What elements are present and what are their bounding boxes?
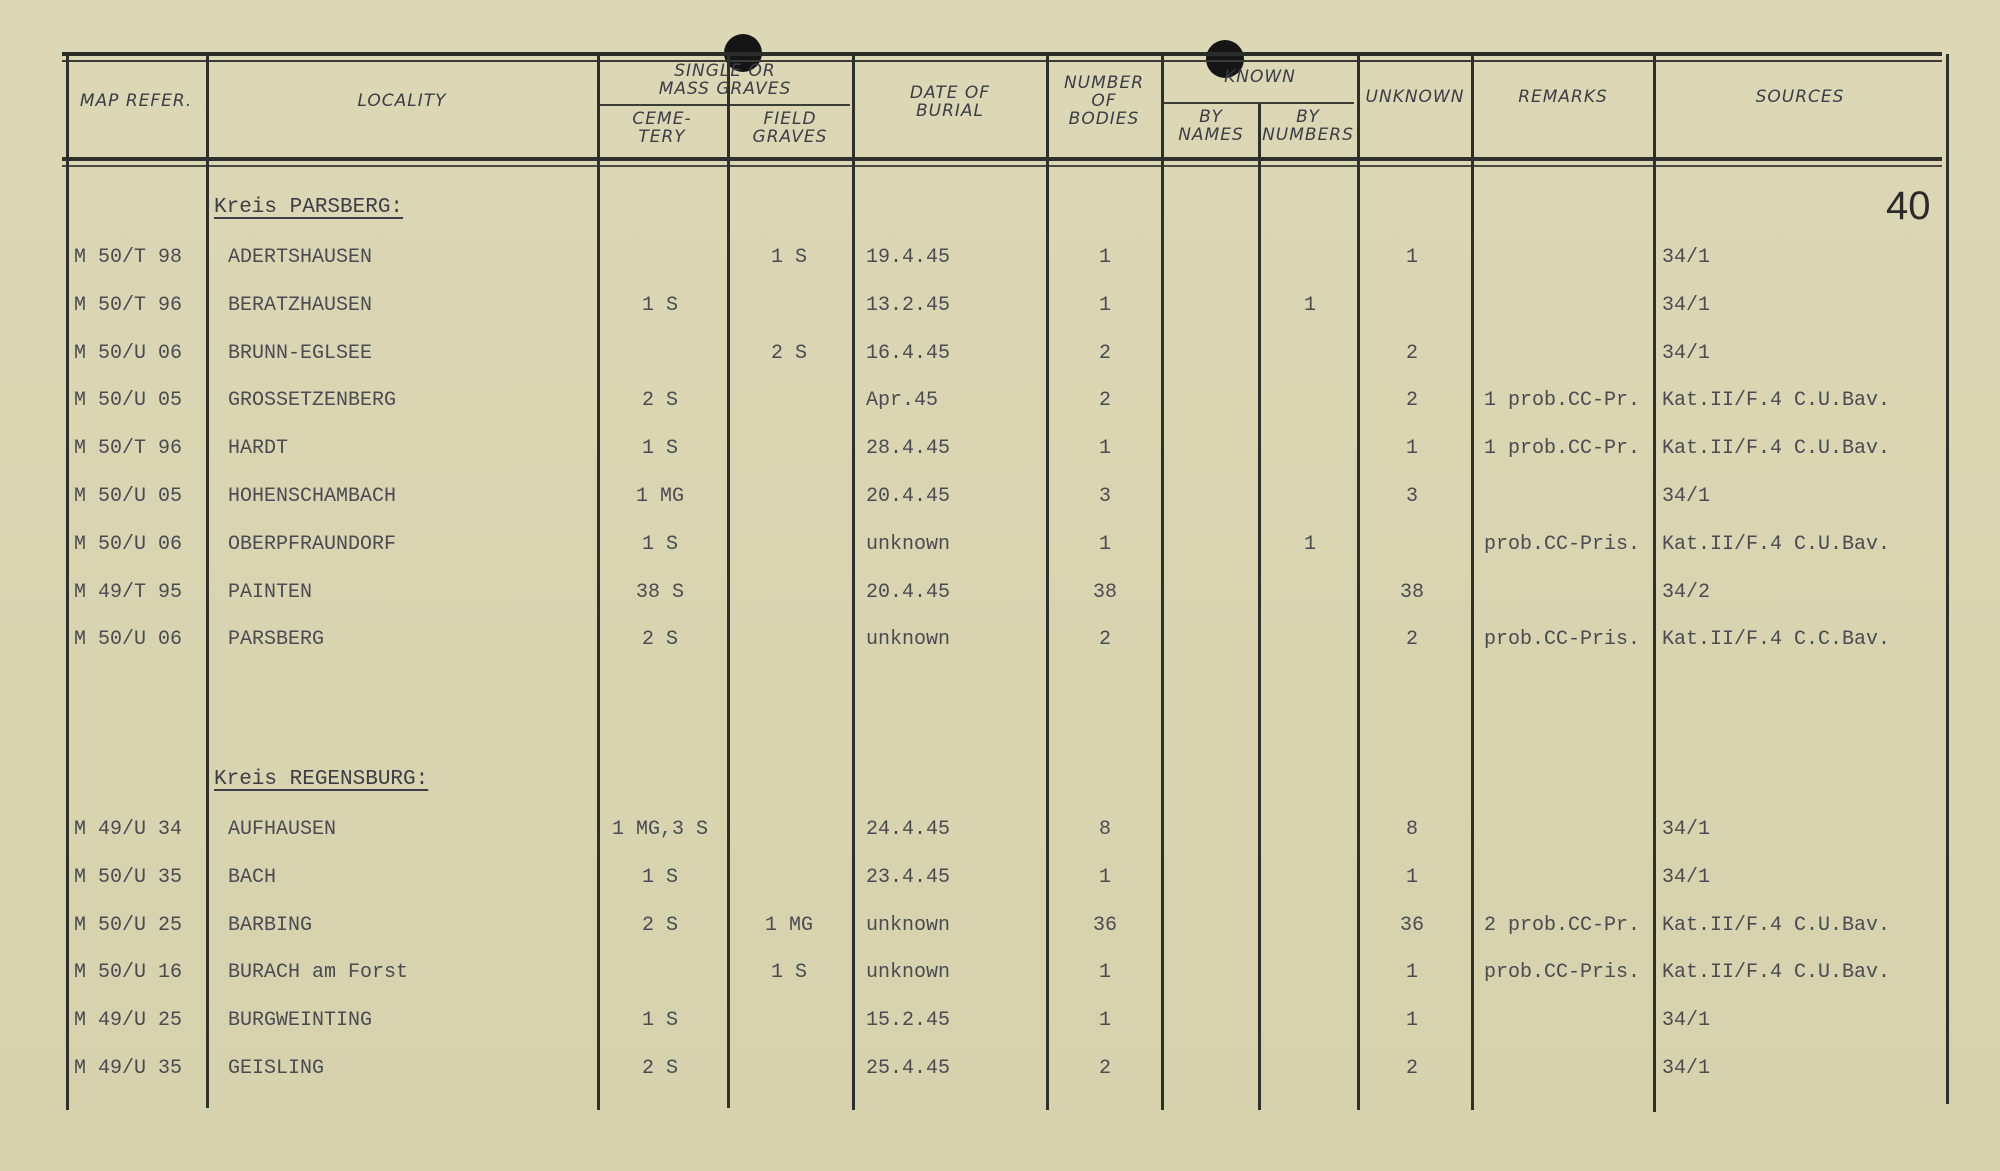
unknown-count-cell: 1 (1405, 437, 1418, 460)
date-of-burial-cell: unknown (866, 628, 951, 651)
remarks-cell: prob.CC-Pris. (1484, 961, 1641, 984)
locality-cell: AUFHAUSEN (228, 818, 337, 841)
map-reference-cell: M 49/U 34 (74, 818, 183, 841)
number-of-bodies-cell: 2 (1098, 1057, 1111, 1080)
table-row (0, 578, 2000, 608)
cemetery-graves-cell: 1 S (641, 533, 678, 556)
date-of-burial-cell: 23.4.45 (866, 866, 951, 889)
date-of-burial-cell: 15.2.45 (866, 1009, 951, 1032)
date-of-burial-cell: unknown (866, 533, 951, 556)
number-of-bodies-cell: 1 (1098, 961, 1111, 984)
table-row (0, 911, 2000, 941)
table-top-rule (62, 52, 1942, 56)
table-row (0, 625, 2000, 655)
header-remarks: REMARKS (1518, 87, 1608, 107)
header-graves: SINGLE OR MASS GRAVES (658, 61, 792, 99)
field-graves-cell: 2 S (770, 342, 807, 365)
date-of-burial-cell: 24.4.45 (866, 818, 951, 841)
table-row (0, 482, 2000, 512)
unknown-count-cell: 2 (1405, 1057, 1418, 1080)
locality-cell: GEISLING (228, 1057, 325, 1080)
map-reference-cell: M 50/U 05 (74, 485, 183, 508)
number-of-bodies-cell: 2 (1098, 342, 1111, 365)
number-of-bodies-cell: 1 (1098, 294, 1111, 317)
map-reference-cell: M 50/U 06 (74, 342, 183, 365)
unknown-count-cell: 1 (1405, 961, 1418, 984)
date-of-burial-cell: 13.2.45 (866, 294, 951, 317)
number-of-bodies-cell: 2 (1098, 628, 1111, 651)
locality-cell: OBERPFRAUNDORF (228, 533, 397, 556)
unknown-count-cell: 2 (1405, 389, 1418, 412)
number-of-bodies-cell: 8 (1098, 818, 1111, 841)
sources-cell: 34/1 (1662, 246, 1711, 269)
sources-cell: Kat.II/F.4 C.U.Bav. (1662, 961, 1891, 984)
table-row (0, 291, 2000, 321)
header-bottom-rule (62, 157, 1942, 161)
unknown-count-cell: 36 (1399, 914, 1424, 937)
sources-cell: 34/1 (1662, 342, 1711, 365)
locality-cell: BARBING (228, 914, 313, 937)
map-reference-cell: M 50/U 06 (74, 533, 183, 556)
table-row (0, 243, 2000, 273)
sources-cell: Kat.II/F.4 C.U.Bav. (1662, 389, 1891, 412)
header-by-numbers: BY NUMBERS (1262, 107, 1354, 145)
cemetery-graves-cell: 1 MG,3 S (611, 818, 708, 841)
sources-cell: 34/1 (1662, 818, 1711, 841)
table-row (0, 339, 2000, 369)
cemetery-graves-cell: 1 S (641, 437, 678, 460)
table-row (0, 1006, 2000, 1036)
locality-cell: HARDT (228, 437, 289, 460)
unknown-count-cell: 38 (1399, 581, 1424, 604)
map-reference-cell: M 50/U 05 (74, 389, 183, 412)
table-row (0, 386, 2000, 416)
header-locality: LOCALITY (357, 91, 447, 111)
number-of-bodies-cell: 1 (1098, 866, 1111, 889)
field-graves-cell: 1 S (770, 246, 807, 269)
sources-cell: Kat.II/F.4 C.U.Bav. (1662, 914, 1891, 937)
sources-cell: 34/2 (1662, 581, 1711, 604)
number-of-bodies-cell: 2 (1098, 389, 1111, 412)
field-graves-cell: 1 MG (764, 914, 813, 937)
header-known: KNOWN (1224, 67, 1296, 87)
map-reference-cell: M 50/U 25 (74, 914, 183, 937)
table-row (0, 958, 2000, 988)
map-reference-cell: M 50/T 96 (74, 294, 183, 317)
map-reference-cell: M 50/T 98 (74, 246, 183, 269)
cemetery-graves-cell: 1 S (641, 294, 678, 317)
unknown-count-cell: 8 (1405, 818, 1418, 841)
number-of-bodies-cell: 1 (1098, 533, 1111, 556)
date-of-burial-cell: 20.4.45 (866, 485, 951, 508)
date-of-burial-cell: 20.4.45 (866, 581, 951, 604)
sources-cell: Kat.II/F.4 C.C.Bav. (1662, 628, 1891, 651)
cemetery-graves-cell: 2 S (641, 628, 678, 651)
remarks-cell: 2 prob.CC-Pr. (1484, 914, 1641, 937)
locality-cell: PAINTEN (228, 581, 313, 604)
table-top-rule (62, 60, 1942, 62)
header-date-of-burial: DATE OF BURIAL (909, 83, 991, 121)
locality-cell: BERATZHAUSEN (228, 294, 373, 317)
date-of-burial-cell: 25.4.45 (866, 1057, 951, 1080)
cemetery-graves-cell: 1 S (641, 1009, 678, 1032)
cemetery-graves-cell: 2 S (641, 389, 678, 412)
remarks-cell: 1 prob.CC-Pr. (1484, 389, 1641, 412)
remarks-cell: 1 prob.CC-Pr. (1484, 437, 1641, 460)
table-row (0, 1054, 2000, 1084)
header-number-of-bodies: NUMBER OF BODIES (1063, 73, 1145, 129)
table-row (0, 815, 2000, 845)
header-field-graves: FIELD GRAVES (752, 109, 828, 147)
header-by-names: BY NAMES (1178, 107, 1244, 145)
section-title: Kreis REGENSBURG: (214, 768, 429, 791)
cemetery-graves-cell: 2 S (641, 914, 678, 937)
remarks-cell: prob.CC-Pris. (1484, 628, 1641, 651)
locality-cell: BURACH am Forst (228, 961, 409, 984)
map-reference-cell: M 50/T 96 (74, 437, 183, 460)
map-reference-cell: M 49/T 95 (74, 581, 183, 604)
number-of-bodies-cell: 36 (1092, 914, 1117, 937)
header-cemetery: CEME- TERY (632, 109, 692, 147)
date-of-burial-cell: 19.4.45 (866, 246, 951, 269)
sources-cell: 34/1 (1662, 1057, 1711, 1080)
sources-cell: Kat.II/F.4 C.U.Bav. (1662, 533, 1891, 556)
table-row (0, 530, 2000, 560)
sources-cell: 34/1 (1662, 1009, 1711, 1032)
map-reference-cell: M 49/U 25 (74, 1009, 183, 1032)
number-of-bodies-cell: 1 (1098, 437, 1111, 460)
cemetery-graves-cell: 1 S (641, 866, 678, 889)
field-graves-cell: 1 S (770, 961, 807, 984)
sources-cell: Kat.II/F.4 C.U.Bav. (1662, 437, 1891, 460)
locality-cell: ADERTSHAUSEN (228, 246, 373, 269)
table-row (0, 863, 2000, 893)
unknown-count-cell: 1 (1405, 1009, 1418, 1032)
sources-cell: 34/1 (1662, 866, 1711, 889)
map-reference-cell: M 49/U 35 (74, 1057, 183, 1080)
cemetery-graves-cell: 1 MG (635, 485, 684, 508)
cemetery-graves-cell: 38 S (635, 581, 684, 604)
sources-cell: 34/1 (1662, 485, 1711, 508)
date-of-burial-cell: 16.4.45 (866, 342, 951, 365)
locality-cell: BACH (228, 866, 277, 889)
date-of-burial-cell: unknown (866, 914, 951, 937)
cemetery-graves-cell: 2 S (641, 1057, 678, 1080)
section-title: Kreis PARSBERG: (214, 196, 404, 219)
header-sources: SOURCES (1755, 87, 1845, 107)
number-of-bodies-cell: 1 (1098, 1009, 1111, 1032)
locality-cell: GROSSETZENBERG (228, 389, 397, 412)
locality-cell: PARSBERG (228, 628, 325, 651)
remarks-cell: prob.CC-Pris. (1484, 533, 1641, 556)
number-of-bodies-cell: 38 (1092, 581, 1117, 604)
number-of-bodies-cell: 1 (1098, 246, 1111, 269)
header-bottom-rule (62, 165, 1942, 167)
map-reference-cell: M 50/U 35 (74, 866, 183, 889)
graves-sub-rule (600, 104, 850, 106)
unknown-count-cell: 1 (1405, 866, 1418, 889)
header-unknown: UNKNOWN (1365, 87, 1465, 107)
map-reference-cell: M 50/U 16 (74, 961, 183, 984)
unknown-count-cell: 2 (1405, 628, 1418, 651)
locality-cell: BURGWEINTING (228, 1009, 373, 1032)
page-number: 40 (1886, 184, 1931, 228)
date-of-burial-cell: Apr.45 (866, 389, 939, 412)
locality-cell: BRUNN-EGLSEE (228, 342, 373, 365)
sources-cell: 34/1 (1662, 294, 1711, 317)
table-row (0, 434, 2000, 464)
map-reference-cell: M 50/U 06 (74, 628, 183, 651)
known-by-numbers-cell: 1 (1303, 294, 1316, 317)
date-of-burial-cell: 28.4.45 (866, 437, 951, 460)
unknown-count-cell: 2 (1405, 342, 1418, 365)
known-by-numbers-cell: 1 (1303, 533, 1316, 556)
date-of-burial-cell: unknown (866, 961, 951, 984)
header-map-refer: MAP REFER. (79, 91, 193, 111)
number-of-bodies-cell: 3 (1098, 485, 1111, 508)
unknown-count-cell: 1 (1405, 246, 1418, 269)
unknown-count-cell: 3 (1405, 485, 1418, 508)
locality-cell: HOHENSCHAMBACH (228, 485, 397, 508)
